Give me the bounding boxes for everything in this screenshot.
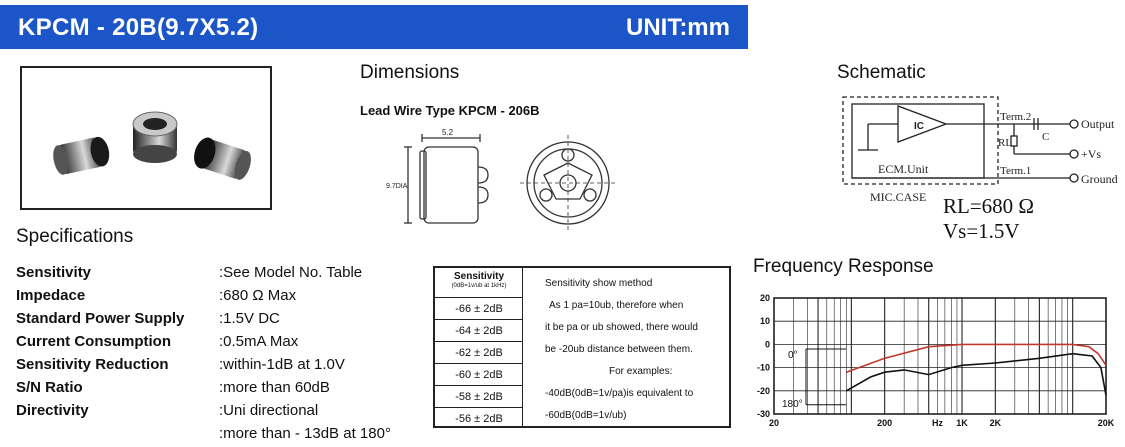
microphone-capsules-image <box>22 68 270 208</box>
spec-value: :680 Ω Max <box>219 287 297 304</box>
c-label: C <box>1042 131 1050 143</box>
ic-label: IC <box>914 121 924 132</box>
spec-label: Sensitivity <box>16 264 92 281</box>
sensitivity-note: be -20ub distance between them. <box>545 344 693 355</box>
y-tick-label: 20 <box>759 293 770 303</box>
spec-value: :more than 60dB <box>219 379 330 396</box>
width-dimension-label: 5.2 <box>442 128 454 137</box>
dimension-drawing <box>380 125 625 235</box>
annotation-0deg: 0° <box>788 350 798 361</box>
x-tick-label: 20K <box>1097 418 1115 428</box>
frequency-response-heading: Frequency Response <box>753 256 934 277</box>
dimensions-heading: Dimensions <box>360 62 460 83</box>
vs-terminal-label: +Vs <box>1081 147 1102 161</box>
sensitivity-row: -62 ± 2dB <box>435 342 523 364</box>
sensitivity-subheader-text: (0dB=1v/ub at 1kHz) <box>451 283 507 289</box>
spec-label: Standard Power Supply <box>16 310 185 327</box>
x-tick-label: 1K <box>956 418 968 428</box>
sensitivity-note: it be pa or ub showed, there would <box>545 322 698 333</box>
sensitivity-row: -66 ± 2dB <box>435 298 523 320</box>
spec-label: Impedace <box>16 287 86 304</box>
sensitivity-row: -58 ± 2dB <box>435 386 523 408</box>
output-label: Output <box>1081 117 1115 131</box>
product-photo <box>20 66 272 210</box>
front-view-drawing <box>520 135 616 231</box>
ground-label: Ground <box>1081 172 1118 186</box>
ground-terminal <box>1070 174 1078 182</box>
vs-value-text: Vs=1.5V <box>943 219 1020 243</box>
spec-value: :1.5V DC <box>219 310 280 327</box>
schematic-heading: Schematic <box>837 62 926 83</box>
specifications-heading: Specifications <box>16 226 134 247</box>
sensitivity-note: As 1 pa=10ub, therefore when <box>549 300 684 311</box>
frequency-response-chart <box>750 286 1120 436</box>
diameter-dimension-label: 9.7DIA <box>386 183 408 190</box>
y-tick-label: -10 <box>756 362 770 373</box>
sensitivity-note: -60dB(0dB=1v/ub) <box>545 410 627 421</box>
ecm-unit-label: ECM.Unit <box>878 162 929 176</box>
x-tick-label: 2K <box>989 418 1002 428</box>
header-bar <box>0 5 748 49</box>
y-tick-label: -30 <box>756 409 770 419</box>
sensitivity-row: -64 ± 2dB <box>435 320 523 342</box>
sensitivity-header-text: Sensitivity <box>453 271 505 282</box>
x-tick-label: 200 <box>877 418 893 428</box>
spec-value: :Uni directional <box>219 402 319 419</box>
sensitivity-row: -60 ± 2dB <box>435 364 523 386</box>
sensitivity-column <box>435 268 523 426</box>
spec-value: :more than - 13dB at 180° <box>219 425 391 442</box>
spec-label: Current Consumption <box>16 333 171 350</box>
sensitivity-row: -56 ± 2dB <box>455 413 503 425</box>
spec-label: Sensitivity Reduction <box>16 356 169 373</box>
rl-label: RL <box>998 137 1013 149</box>
y-tick-label: 0 <box>764 339 770 350</box>
mic-case-label: MIC.CASE <box>870 190 927 204</box>
x-tick-label: 20 <box>768 418 780 428</box>
y-tick-label: -20 <box>756 385 770 396</box>
spec-label: S/N Ratio <box>16 379 83 396</box>
x-tick-label: Hz <box>931 418 943 428</box>
term2-label: Term.2 <box>1000 111 1032 123</box>
annotation-180deg: 180° <box>782 399 803 410</box>
side-view-drawing <box>404 134 488 223</box>
term1-label: Term.1 <box>1000 165 1032 177</box>
sensitivity-note: For examples: <box>609 366 673 377</box>
model-title: KPCM - 20B(9.7X5.2) <box>18 14 259 41</box>
dimensions-subtitle: Lead Wire Type KPCM - 206B <box>360 103 540 118</box>
spec-value: :0.5mA Max <box>219 333 299 350</box>
output-terminal <box>1070 120 1078 128</box>
y-tick-label: 10 <box>759 316 770 327</box>
spec-label: Directivity <box>16 402 89 419</box>
sensitivity-note: -40dB(0dB=1v/pa)is equivalent to <box>545 388 694 399</box>
sensitivity-table <box>433 266 731 428</box>
vs-terminal <box>1070 150 1078 158</box>
schematic-diagram <box>838 92 1118 207</box>
sensitivity-table-header <box>435 268 523 298</box>
rl-value-text: RL=680 Ω <box>943 194 1035 218</box>
spec-value: :See Model No. Table <box>219 264 363 281</box>
sensitivity-note: Sensitivity show method <box>545 278 653 289</box>
spec-value: :within-1dB at 1.0V <box>219 356 345 373</box>
unit-label: UNIT:mm <box>625 14 730 41</box>
